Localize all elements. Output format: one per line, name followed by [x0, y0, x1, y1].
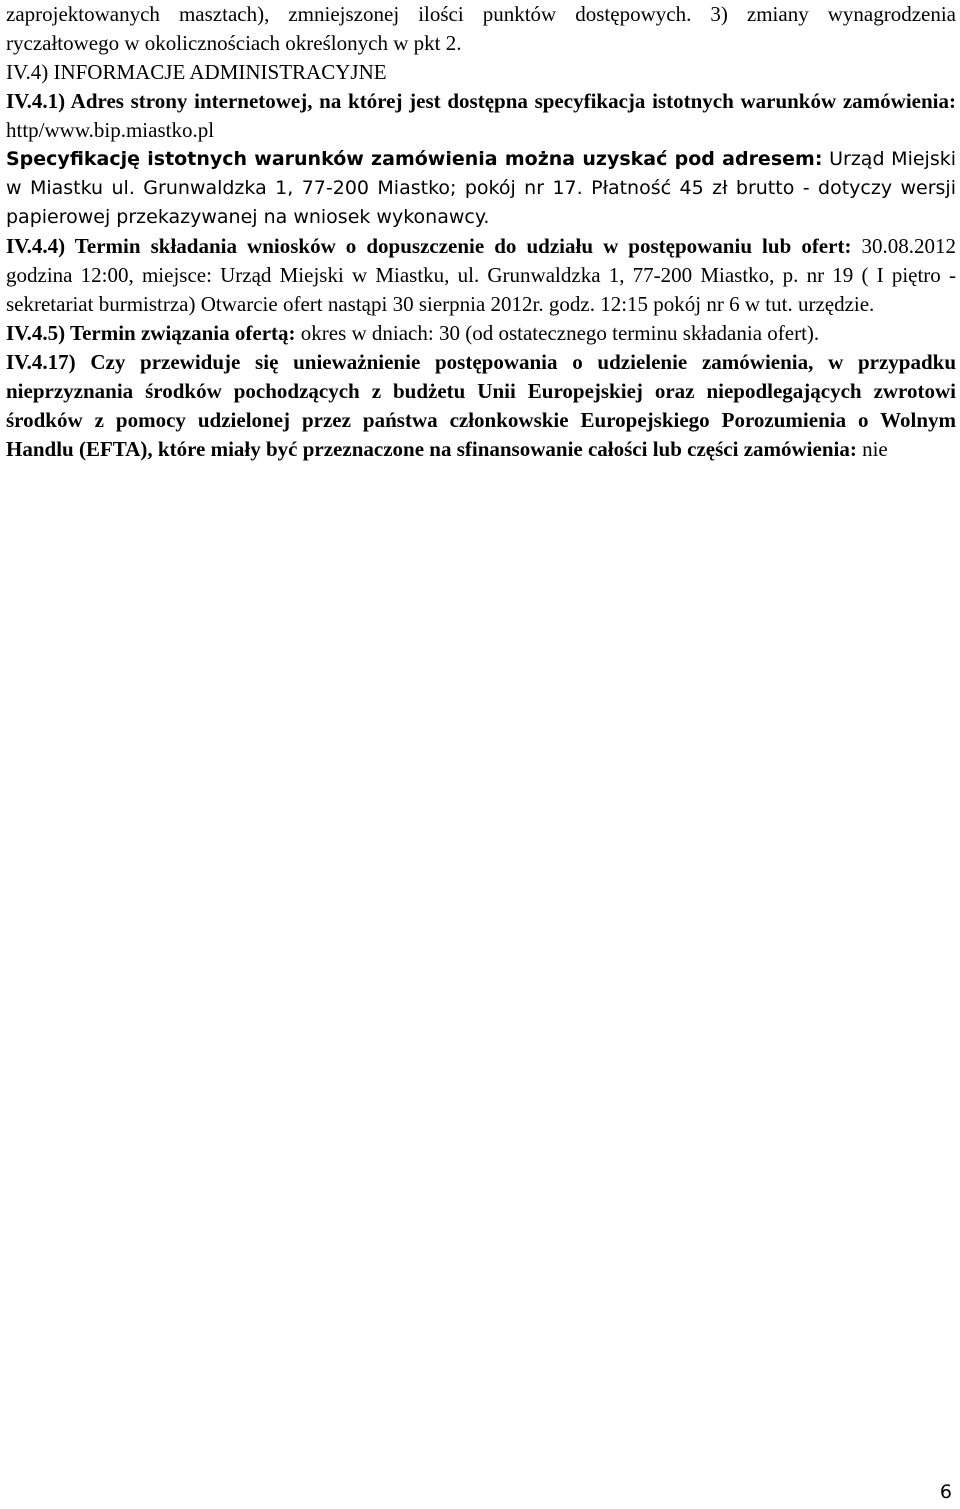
item-iv417-paragraph: [6, 348, 956, 464]
item-iv41-label: IV.4.1) Adres strony internetowej, na której jest dostępna specyfikacja istotnych warunków zamówienia:: [6, 89, 956, 113]
item-iv44-paragraph: [6, 232, 956, 319]
page-number: 6: [939, 1481, 952, 1503]
item-iv417-value: nie: [856, 437, 888, 461]
specification-payment: Płatność 45 zł brutto -: [582, 177, 810, 199]
item-iv41-paragraph: [6, 87, 956, 145]
specification-street: Grunwaldzka 1, 77-200 Miastko; pokój nr 17.: [134, 177, 583, 199]
intro-paragraph: zaprojektowanych masztach), zmniejszonej ilości punktów dostępowych. 3) zmiany wynagrodzenia ryczałtowego w okolicznościach określonych w pkt 2.: [6, 2, 956, 55]
item-iv44-value: 30.08.2012 godzina 12:00, miejsce: Urząd Miejski w Miastku, ul. Grunwaldzka 1, 77-200 Miastko, p. nr 19 ( I piętro - sekretariat burmistrza) Otwarcie ofert nastąpi 30 sierpnia 2012r. godz. 12:15 pokój nr 6 w tut. urzędzie.: [6, 234, 956, 316]
document-page: [6, 0, 956, 464]
item-iv41-value: http/www.bip.miastko.pl: [6, 118, 215, 142]
specification-paragraph: [6, 145, 956, 232]
specification-address: Urząd Miejski w Miastku ul.: [6, 148, 957, 199]
specification-note: dotyczy wersji papierowej przekazywanej na wniosek wykonawcy.: [6, 177, 956, 228]
section-heading-iv4: IV.4) INFORMACJE ADMINISTRACYJNE: [6, 60, 387, 84]
specification-label: Specyfikację istotnych warunków zamówienia można uzyskać pod adresem:: [6, 148, 823, 170]
item-iv45-value: okres w dniach: 30 (od ostatecznego terminu składania ofert).: [295, 321, 820, 345]
item-iv45-paragraph: [6, 319, 956, 348]
item-iv417-label: IV.4.17) Czy przewiduje się unieważnienie postępowania o udzielenie zamówienia, w przypadku nieprzyznania środków pochodzących z budżetu Unii Europejskiej oraz niepodlegających zwrotowi środków z pomocy udzielonej przez państwa członkowskie Europejskiego Porozumienia o Wolnym Handlu (EFTA), które miały być przeznaczone na sfinansowanie całości lub części zamówienia:: [6, 350, 956, 461]
item-iv45-label: IV.4.5) Termin związania ofertą:: [6, 321, 296, 345]
item-iv44-label: IV.4.4) Termin składania wniosków o dopuszczenie do udziału w postępowaniu lub ofert:: [6, 234, 852, 258]
